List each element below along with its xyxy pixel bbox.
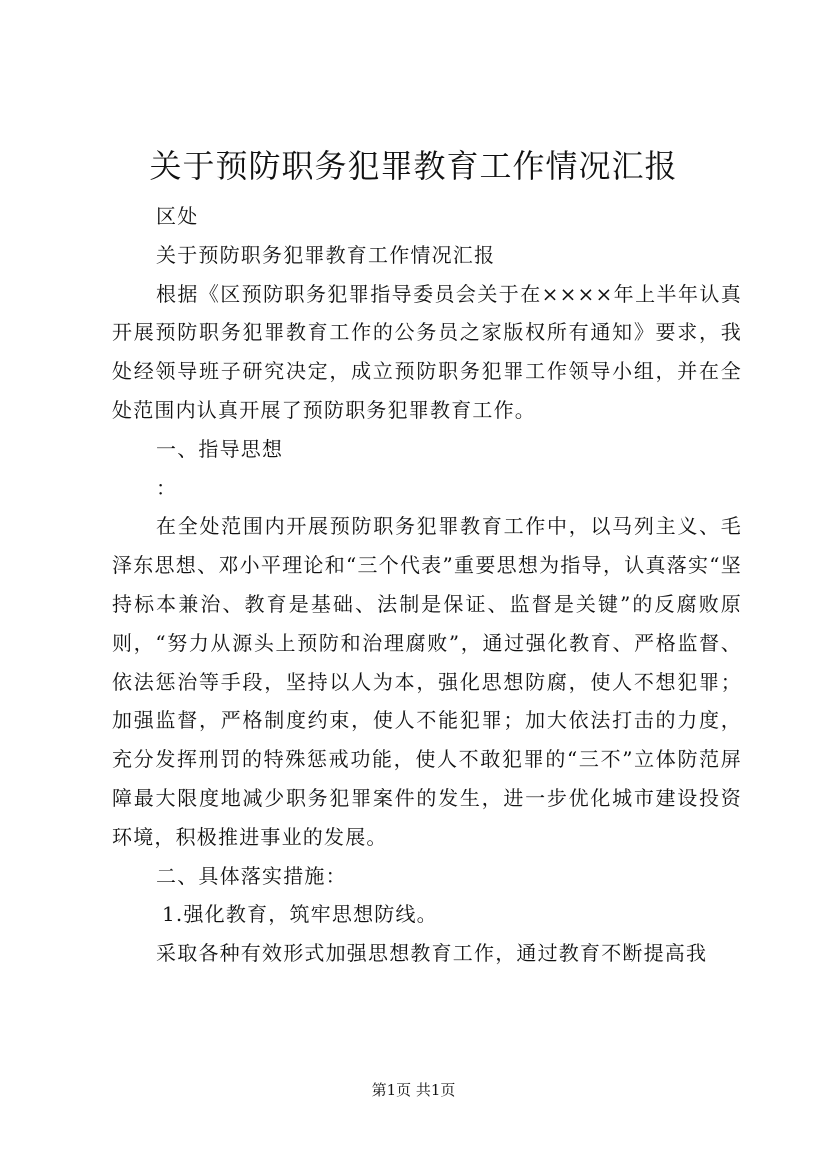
colon-line: ： [156,475,178,500]
document-body [112,197,742,973]
guiding-thought-paragraph: 在全处范围内开展预防职务犯罪教育工作中，以马列主义、毛泽东思想、邓小平理论和“三个代表”重要思想为指导，认真落实“坚持标本兼治、教育是基础、法制是保证、监督是关键”的反腐败原则，“努力从源头上预防和治理腐败”，通过强化教育、严格监督、依法惩治等手段，坚持以人为本，强化思想防腐，使人不想犯罪；加强监督，严格制度约束，使人不能犯罪；加大依法打击的力度，充分发挥刑罚的特殊惩戒功能，使人不敢犯罪的“三不”立体防范屏障最大限度地减少职务犯罪案件的发生，进一步优化城市建设投资环境，积极推进事业的发展。 [112,514,742,849]
intro-paragraph: 根据《区预防职务犯罪指导委员会关于在××××年上半年认真开展预防职务犯罪教育工作的公务员之家版权所有通知》要求，我处经领导班子研究决定，成立预防职务犯罪工作领导小组，并在全处范围内认真开展了预防职务犯罪教育工作。 [112,281,742,422]
page-number-footer: 第1页 共1页 [371,1081,456,1099]
measure-item-1: 1.强化教育，筑牢思想防线。 [162,902,438,927]
section-heading-measures: 二、具体落实措施： [156,863,347,888]
document-title: 关于预防职务犯罪教育工作情况汇报 [149,147,678,185]
recipient-line: 区处 [156,204,199,228]
subtitle-line: 关于预防职务犯罪教育工作情况汇报 [156,242,496,267]
section-heading-guiding-thought: 一、指导思想 [156,436,284,461]
measure-paragraph: 采取各种有效形式加强思想教育工作，通过教育不断提高我 [156,941,708,966]
